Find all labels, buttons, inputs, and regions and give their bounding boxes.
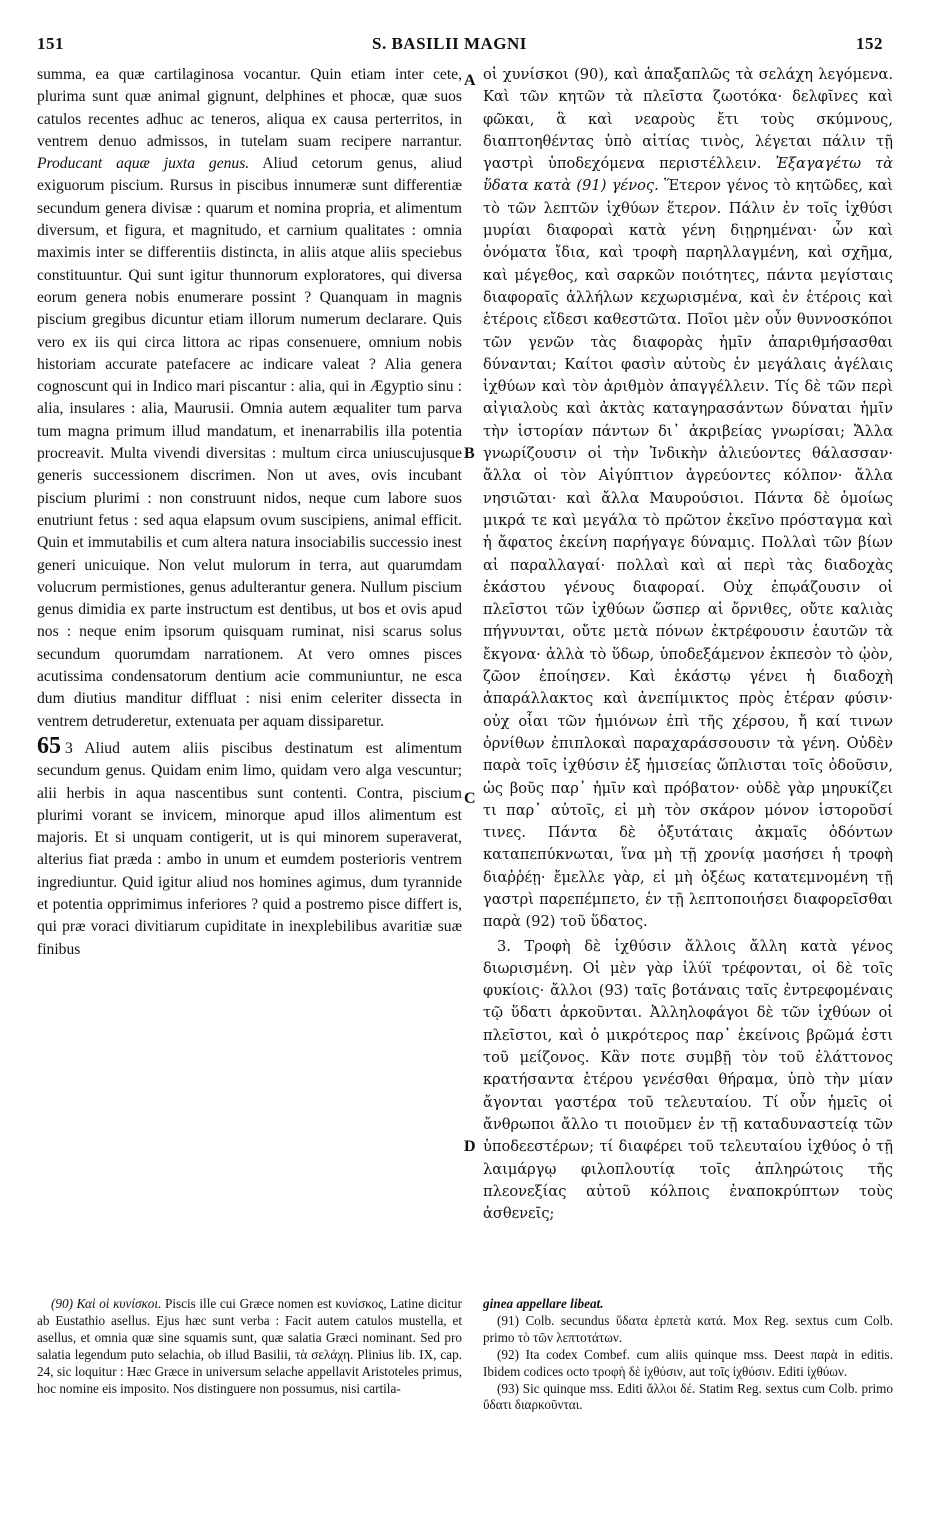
greek-text: οἱ χυνίσκοι (90), καὶ ἁπαξαπλῶς τὰ σελάχη λεγόμενα. Καὶ τῶν κητῶν τὰ πλεῖστα ζωοτόκα· δελφῖνες καὶ φῶκαι, ἃ καὶ νεαροὺς ἔτι τοὺς σκύμνους, διαπτοηθέντας ὑπὸ αἰτίας τινὸς, λέγεται πάλιν τῇ γαστρὶ ὑποδεχόμενα περιστέλλειν.: [483, 66, 893, 173]
footnote-91: (91) Colb. secundus ὕδατα ἑρπετὰ κατά. Mox Reg. sextus cum Colb. primo τὸ τῶν λεπτοτάτων.: [483, 1312, 893, 1345]
footnote-text: Piscis ille cui Græce nomen est κυνίσκος, Latine dicitur ab Eustathio asellus. Ejus hæc sunt verba : Facit autem catulos mustella, et asellus, et omnia quæ sine squamis sunt, quæ salatia Græci nominant. Sed pro salatia legendum puto selachia, ob illud Basilii, τὰ σελάχη. Plinius lib. IX, cap. 24, sic loquitur : Hæc Græce in universum selache appellavit Aristoteles primus, hoc nomine eis imposito. Nos distinguere non possumus, nisi cartila-: [37, 1296, 462, 1396]
greek-paragraph-2: [483, 936, 893, 1226]
footnote-90: [37, 1296, 462, 1397]
footnotes-right: [483, 1296, 893, 1414]
greek-text: Ἕτερον γένος τὸ κητῶδες, καὶ τὸ τῶν λεπτῶν ἰχθύων ἕτερον. Πάλιν ἐν τοῖς ἰχθύσι μυρίαι διαφοραὶ κατὰ γένη διῃρημέναι· ὧν καὶ ὀνόματα ἴδια, καὶ τροφὴ παρηλλαγμένη, καὶ σχῆμα, καὶ μέγεθος, καὶ σαρκῶν ποιότητες, πάντα μεγίσταις διαφοραῖς ἀλλήλων κεχωρισμένα, καὶ ἐν ἑτέροις καὶ ἑτέροις εἴδεσι καθεστῶτα. Ποῖοι μὲν οὖν θυννοσκόποι τῶν γενῶν τὰς διαφορὰς ἡμῖν ἀπαριθμήσασθαι δύνανται; Καίτοι φασὶν αὐτοὺς ἐν μεγάλαις ἀγέλαις ἰχθύων καὶ τὸν ἀριθμὸν ἀπαγγέλλειν. Τίς δὲ τῶν περὶ αἰγιαλοὺς καὶ ἀκτὰς καταγηρασάντων δύναται ἡμῖν τὴν ἱστορίαν πάντων δι᾽ ἀκριβείας γνωρίσαι; Ἄλλα γνωρίζουσιν οἱ τὴν Ἰνδικὴν ἁλιεύοντες θάλασσαν· ἄλλα οἱ τὸν Αἰγύπτιον ἀγρεύοντες κόλπον· ἄλλα νησιῶται· καὶ ἄλλα Μαυρούσιοι. Πάντα δὲ ὁμοίως μικρά τε καὶ μεγάλα τὸ πρῶτον ἐκεῖνο πρόσταγμα καὶ ἡ ἄφατος ἐκείνη παρήγαγε δύναμις. Πολλαὶ τῶν βίων αἱ παραλλαγαί· πολλαὶ καὶ αἱ περὶ τὰς διαδοχὰς ἑκάστου γένους διαφοραί. Οὐχ ἐπῳάζουσιν οἱ πλεῖστοι τῶν ἰχθύων ὥσπερ αἱ ὄρνιθες, οὔτε καλιὰς πήγνυνται, οὔτε μετὰ πόνων ἐκτρέφουσιν ἑαυτῶν τὰ ἔκγονα· ἀλλὰ τὸ ὕδωρ, ὑποδεξάμενον ἐκπεσὸν τὸ ᾠὸν, ζῶον ἐποίησεν. Καὶ ἑκάστῳ γένει ἡ διαδοχὴ ἀπαράλλακτος καὶ ἀνεπίμικτος πρὸς ἑτέραν φύσιν· οὐχ οἷαι τῶν ἡμιόνων ἐπὶ τῆς χέρσου, ἤ καί τινων ὀρνίθων ἐπιπλοκαὶ παραχαράσσουσιν τὰ γένη. Οὐδὲν παρὰ τοῖς ἰχθύσιν ἐξ ἡμισείας ὥπλισται τοῖς ὀδοῦσιν, ὡς βοῦς παρ᾽ ἡμῖν καὶ πρόβατον· οὐδὲ γὰρ μηρυκίζει τι παρ᾽ αὐτοῖς, εἰ μὴ τὸν σκάρον μόνον ἱστοροῦσί τινες. Πάντα δὲ ὀξυτάταις ἀκμαῖς ὀδόντων καταπεπύκνωται, ἵνα μὴ τῇ χρονίᾳ μασήσει ἡ τροφὴ διαῤῥέῃ· ἔμελλε γὰρ, εἰ μὴ ὀξέως κατατεμνομένη τῇ γαστρὶ παρεπέμπετο, ἐν τῇ λεπτοποιήσει διαφορεῖσθαι παρὰ (92) τοῦ ὕδατος.: [483, 177, 894, 931]
footnote-continuation: ginea appellare libeat.: [483, 1296, 604, 1311]
greek-text: 3. Τροφὴ δὲ ἰχθύσιν ἄλλοις ἄλλη κατὰ γένος διωρισμένη. Οἱ μὲν γὰρ ἰλύϊ τρέφονται, οἱ δὲ τοῖς φυκίοις· ἄλλοι (93) ταῖς βοτάναις ταῖς ἐντρεφομέναις τῷ ὕδατι ἀρκοῦνται. Ἀλληλοφάγοι δὲ τῶν ἰχθύων οἱ πλεῖστοι, καὶ ὁ μικρότερος παρ᾽ ἐκείνοις βρῶμά ἐστι τοῦ μείζονος. Κἂν ποτε συμβῇ τὸν τοῦ ἐλάττονος κρατήσαντα ἑτέρου γενέσθαι θήραμα, ὑπὸ τὴν μίαν ἄγονται γαστέρα τοῦ τελευταίου. Τί οὖν ἡμεῖς οἱ ἄνθρωποι ἄλλο τι ποιοῦμεν ἐν τῇ καταδυναστείᾳ τῶν ὑποδεεστέρων; τί διαφέρει τοῦ τελευταίου ἰχθύος ὁ τῇ λαιμάργῳ φιλοπλουτίᾳ τοῖς ἀπληρώτοις τῆς πλεονεξίας αὐτοῦ κόλποις ἐναποκρύπτων τοὺς ἀσθενεῖς;: [483, 937, 893, 1223]
right-page-number: 152: [856, 34, 883, 53]
latin-paragraph-2: [37, 732, 462, 961]
footnote-93: (93) Sic quinque mss. Editi ἄλλοι δέ. Statim Reg. sextus cum Colb. primo ὕδατι διαρκοῦνται.: [483, 1380, 893, 1413]
margin-marker-d: D: [464, 1138, 476, 1155]
running-title: S. BASILII MAGNI: [372, 34, 527, 53]
margin-marker-c: C: [464, 790, 476, 807]
latin-text: summa, ea quæ cartilaginosa vocantur. Quin etiam inter cete, plurima sunt quæ animal gignunt, delphines et phocæ, quæ suos catulos recentes adhuc ac teneros, aliqua ex causa perterritos, in ventrem denuo admissos, in tutelam suam recipere narrantur.: [37, 66, 462, 150]
latin-text: 3 Aliud autem aliis piscibus destinatum est alimentum secundum genus. Quidam enim limo, quidam vero alga vescuntur; alii herbis in aqua nascentibus sunt contenti. Contra, piscium plurimi vorant se invicem, minorque apud illos alimentum est majoris. Et si unquam contigerit, ut is qui minorem superaverat, alterius fiat præda : ambo in unum et eumdem posterioris ventrem ingrediuntur. Quid igitur aliud nos homines agimus, dum tyrannide et potentia opprimimus inferiores ? quid a postremo pisce differt is, qui præ voraci divitiarum cupiditate in inexplebilibus avaritiæ suæ finibus: [37, 739, 462, 958]
margin-marker-a: A: [464, 72, 476, 89]
latin-column: [37, 64, 462, 961]
latin-scripture-quote: Producant aquæ juxta genus.: [37, 155, 250, 173]
footnote-92: (92) Ita codex Combef. cum aliis quinque mss. Deest παρὰ in editis. Ibidem codices octo τροφὴ δὲ ἰχθύσιν, aut τοῖς ἰχθύσιν. Editi ἰχθύων.: [483, 1346, 893, 1379]
greek-column: [483, 64, 893, 1225]
margin-marker-b: B: [464, 445, 475, 462]
footnotes-left: [37, 1296, 462, 1397]
latin-text: Aliud cetorum genus, aliud exiguorum piscium. Rursus in piscibus innumeræ sunt differentiæ secundum genera divisæ : quarum et nomina propria, et alimentum diversum, et figura, et magnitudo, et carnium qualitates : omnia maximis inter se differentiis distincta, in aliis atque aliis speciebus constituuntur. Qui sunt igitur thunnorum exploratores, qui diversa eorum genera nobis enumerare possint ? Quanquam in magnis piscium gregibus dicuntur etiam illorum numerum declarare. Quis vero ex iis qui circa littora ac ripas consenuere, omnium nobis historiam accurate patefacere ac indicare valeat ? Alia genera cognoscunt qui in Indico mari piscantur : alia, qui in Ægyptio sinu : alia, insulares : alia, Maurusii. Omnia autem æqualiter tum parva tum magna primum illud mandatum, et inenarrabilis illa potentia procreavit. Multa vivendi diversitas : multum circa uniuscujusque generis successionem discrimen. Non ut aves, ovis incubant piscium plurimi : non construunt nidos, neque cum labore suos enutriunt fetus : sed aqua elapsum ovum suscipiens, animal efficit. Quin et immutabilis et cum altera natura insociabilis successio inest generi unicuique. Non velut mulorum in terra, aut quarumdam volucrum permistiones, genus adulterantur genera. Nullum piscium genus dimidia ex parte instructum est dentibus, ut bos et ovis apud nos : neque enim ipsorum quisquam ruminat, nisi scarus solus secundum quorumdam narrationem. At vero omnes pisces acutissima condensatorum dentium acie communiuntur, ne esca dum diutius manditur diffluat : nisi enim celeriter dissecta in ventrem detruderetur, extenuata per aquam dissiparetur.: [37, 155, 463, 730]
left-page-number: 151: [37, 34, 64, 53]
greek-scripture-quote: Ἐξαγαγέτω τὰ ὕδατα κατὰ (91) γένος.: [483, 155, 893, 195]
greek-paragraph-1: [483, 64, 893, 934]
column-number: 65: [37, 732, 61, 759]
footnote-lemma: (90) Καὶ οἱ κυνίσκοι.: [51, 1296, 162, 1311]
latin-paragraph-1: [37, 64, 462, 733]
